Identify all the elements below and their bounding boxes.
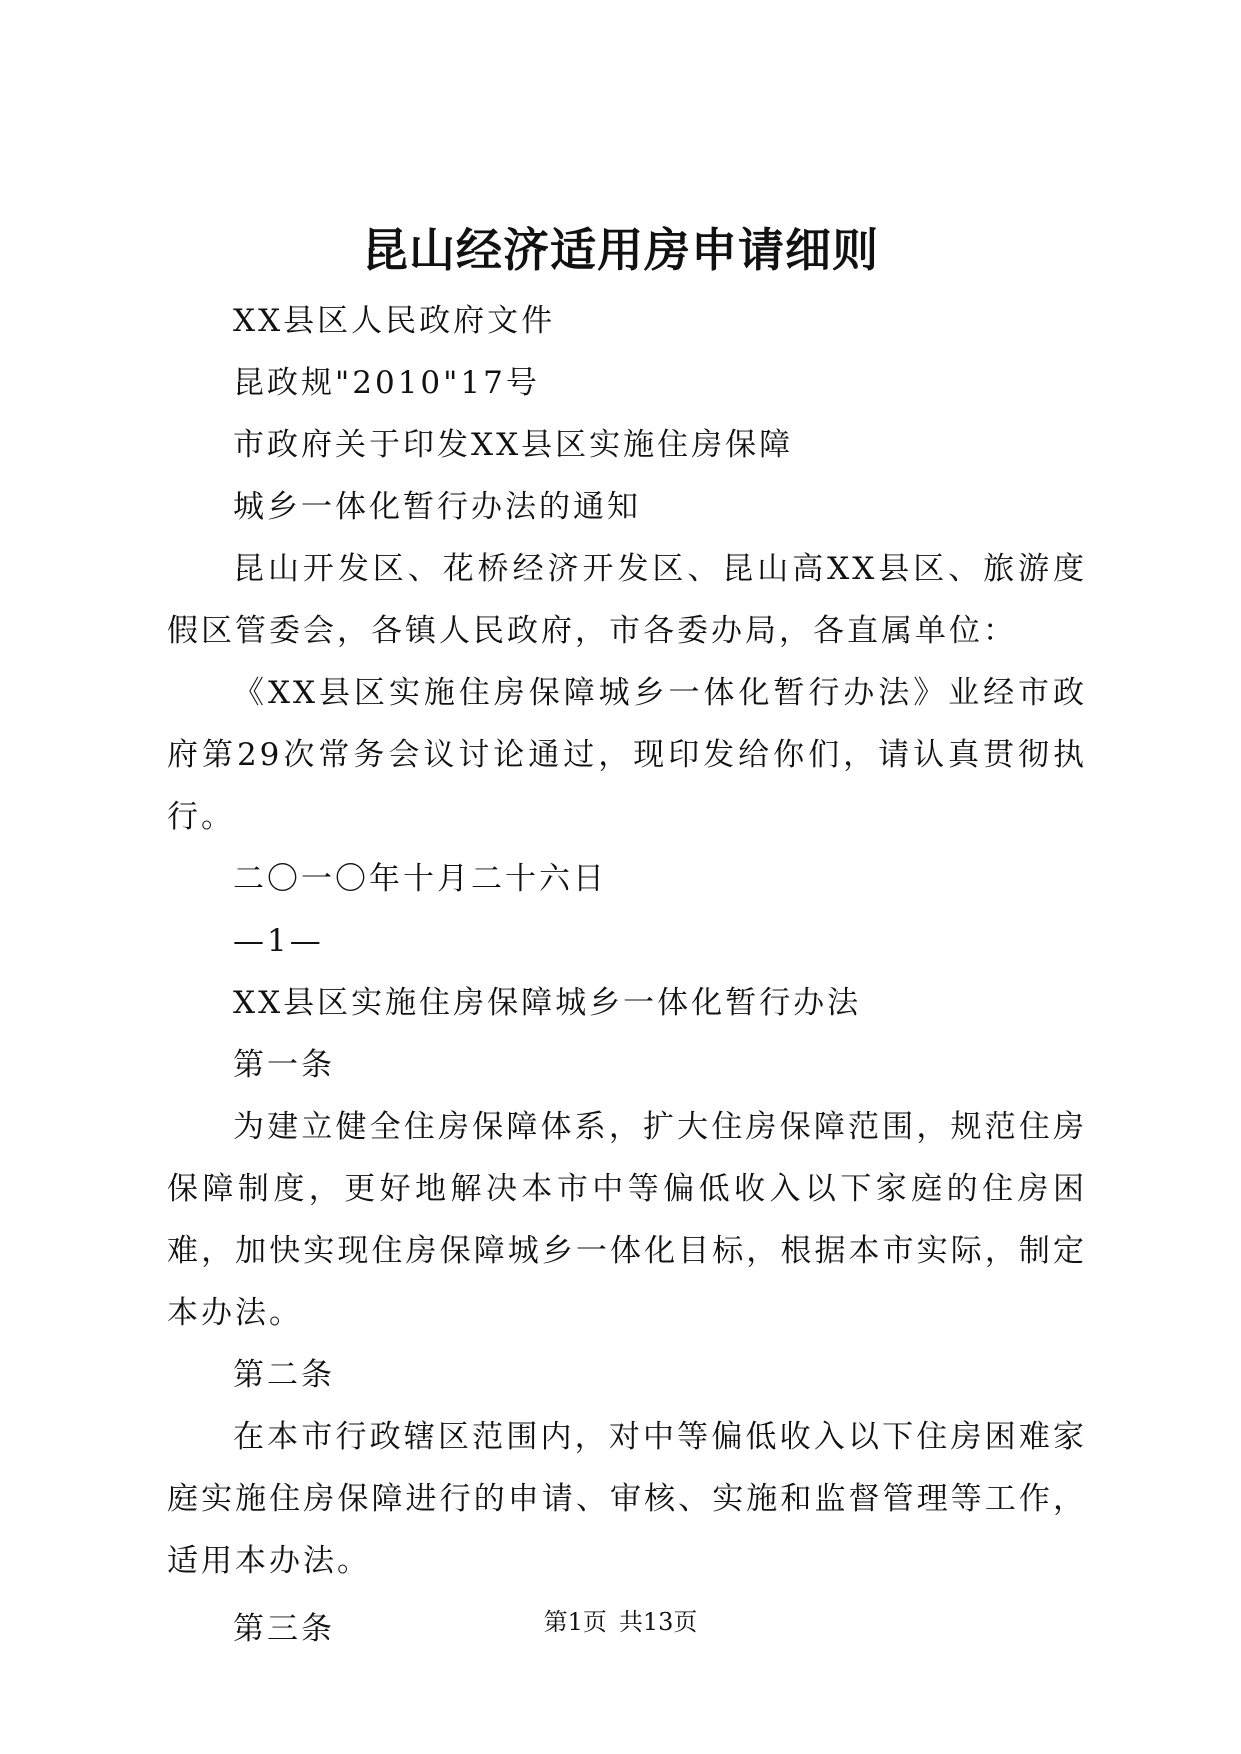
paragraph: 二〇一〇年十月二十六日: [233, 861, 607, 897]
paragraph: 为建立健全住房保障体系，扩大住房保障范围，规范住房保障制度，更好地解决本市中等偏低收入以下家庭的住房困难，加快实现住房保障城乡一体化目标，根据本市实际，制定本办法。: [167, 1109, 1087, 1331]
paragraph: 城乡一体化暂行办法的通知: [233, 489, 641, 525]
document-body: [167, 290, 1087, 1660]
page-number: 第1页: [543, 1608, 607, 1636]
paragraph: 昆政规"2010"17号: [233, 365, 540, 401]
article-heading: 第二条: [233, 1357, 335, 1393]
section-heading: XX县区实施住房保障城乡一体化暂行办法: [233, 985, 862, 1021]
page-marker: —1—: [233, 923, 324, 959]
paragraph: 市政府关于印发XX县区实施住房保障: [233, 427, 794, 463]
article-heading: 第三条: [233, 1611, 335, 1647]
paragraph: XX县区人民政府文件: [233, 303, 556, 339]
paragraph: 《XX县区实施住房保障城乡一体化暂行办法》业经市政府第29次常务会议讨论通过，现印发给你们，请认真贯彻执行。: [167, 675, 1087, 835]
article-heading: 第一条: [233, 1047, 335, 1083]
paragraph: 昆山开发区、花桥经济开发区、昆山高XX县区、旅游度假区管委会，各镇人民政府，市各委办局，各直属单位：: [167, 551, 1087, 649]
page-footer: [0, 1606, 1241, 1638]
paragraph: 在本市行政辖区范围内，对中等偏低收入以下住房困难家庭实施住房保障进行的申请、审核、实施和监督管理等工作，适用本办法。: [167, 1419, 1087, 1579]
page-total: 共13页: [618, 1608, 698, 1636]
document-title: 昆山经济适用房申请细则: [362, 223, 879, 277]
